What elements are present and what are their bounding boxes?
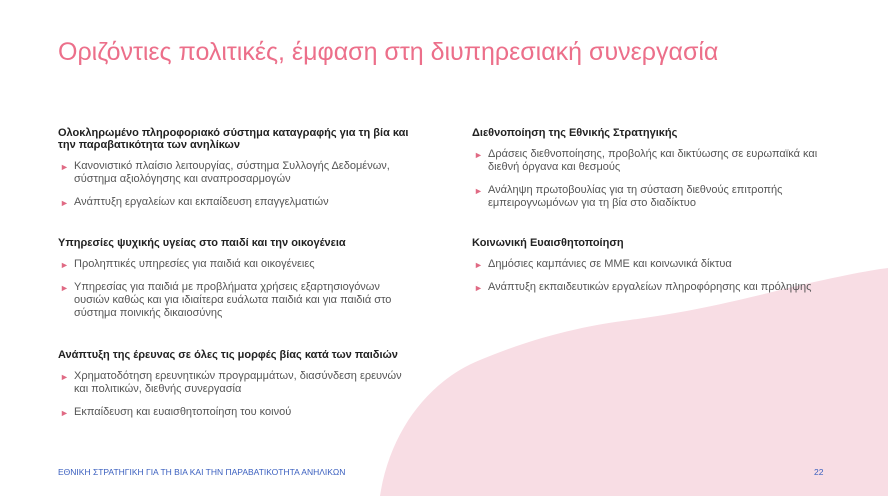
triangle-bullet-icon: ► bbox=[60, 372, 69, 382]
list-item: ► Δημόσιες καμπάνιες σε ΜΜΕ και κοινωνικά δίκτυα bbox=[474, 258, 732, 270]
section-heading: Υπηρεσίες ψυχικής υγείας στο παιδί και την οικογένεια bbox=[58, 237, 346, 249]
section-internationalization bbox=[472, 127, 822, 220]
section-heading: Ανάπτυξη της έρευνας σε όλες τις μορφές βίας κατά των παιδιών bbox=[58, 349, 398, 361]
section-research bbox=[58, 349, 418, 429]
list-item: ► Υπηρεσίας για παιδιά με προβλήματα χρήσεις εξαρτησιογόνων ουσιών καθώς και για ιδιαίτερα ευάλωτα παιδιά και για παιδιά στο σύστημα ποινικής δικαιοσύνης bbox=[60, 281, 392, 319]
triangle-bullet-icon: ► bbox=[60, 283, 69, 293]
list-item: ► Προληπτικές υπηρεσίες για παιδιά και οικογένειες bbox=[60, 258, 315, 270]
list-item: ► Εκπαίδευση και ευαισθητοποίηση του κοινού bbox=[60, 406, 292, 418]
list-item: ► Κανονιστικό πλαίσιο λειτουργίας, σύστημα Συλλογής Δεδομένων, σύστημα αξιολόγησης και αναπροσαρμογών bbox=[60, 160, 390, 185]
triangle-bullet-icon: ► bbox=[474, 186, 483, 196]
section-heading: Κοινωνική Ευαισθητοποίηση bbox=[472, 237, 624, 249]
list-item: ► Ανάπτυξη εκπαιδευτικών εργαλείων πληροφόρησης και πρόληψης bbox=[474, 281, 812, 293]
footer-text: ΕΘΝΙΚΗ ΣΤΡΑΤΗΓΙΚΗ ΓΙΑ ΤΗ ΒΙΑ ΚΑΙ ΤΗΝ ΠΑΡΑΒΑΤΙΚΟΤΗΤΑ ΑΝΗΛΙΚΩΝ bbox=[58, 467, 346, 477]
triangle-bullet-icon: ► bbox=[60, 260, 69, 270]
triangle-bullet-icon: ► bbox=[474, 260, 483, 270]
section-mental-health bbox=[58, 237, 418, 330]
section-awareness bbox=[472, 237, 822, 304]
section-heading: Διεθνοποίηση της Εθνικής Στρατηγικής bbox=[472, 127, 678, 139]
triangle-bullet-icon: ► bbox=[474, 283, 483, 293]
section-heading: Ολοκληρωμένο πληροφοριακό σύστημα καταγραφής για τη βία και την παραβατικότητα των ανηλίκων bbox=[58, 127, 409, 151]
list-item: ► Ανάληψη πρωτοβουλίας για τη σύσταση διεθνούς επιτροπής εμπειρογνωμόνων για τη βία στο διαδίκτυο bbox=[474, 184, 783, 209]
triangle-bullet-icon: ► bbox=[474, 150, 483, 160]
section-info-system bbox=[58, 127, 418, 219]
list-item: ► Ανάπτυξη εργαλείων και εκπαίδευση επαγγελματιών bbox=[60, 196, 329, 208]
list-item: ► Δράσεις διεθνοποίησης, προβολής και δικτύωσης σε ευρωπαϊκά και διεθνή όργανα και θεσμούς bbox=[474, 148, 818, 173]
list-item: ► Χρηματοδότηση ερευνητικών προγραμμάτων, διασύνδεση ερευνών και πολιτικών, διεθνής συνεργασία bbox=[60, 370, 402, 395]
triangle-bullet-icon: ► bbox=[60, 408, 69, 418]
triangle-bullet-icon: ► bbox=[60, 198, 69, 208]
page-title: Οριζόντιες πολιτικές, έμφαση στη διυπηρεσιακή συνεργασία bbox=[58, 38, 719, 66]
triangle-bullet-icon: ► bbox=[60, 162, 69, 172]
page-number: 22 bbox=[814, 467, 824, 477]
